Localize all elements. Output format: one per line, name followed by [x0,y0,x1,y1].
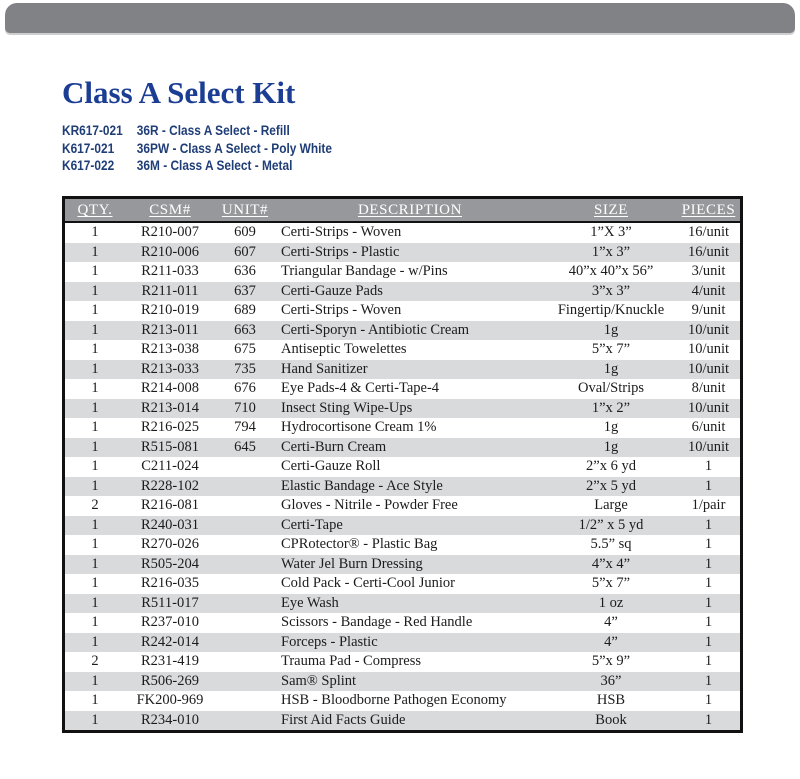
size-cell: Fingertip/Knuckle [557,302,665,318]
table-row [64,613,742,633]
table-row [64,711,742,732]
table-row [64,222,742,243]
pieces-cell: 1 [704,653,713,669]
description-cell: Eye Wash [281,594,339,611]
csm-cell: R213-011 [141,321,199,338]
pieces-cell: 1 [704,575,713,591]
csm-header: CSM# [125,198,215,223]
table-row [64,594,742,614]
pieces-cell: 1 [704,711,713,728]
description-cell: Certi-Sporyn - Antibiotic Cream [281,321,470,338]
product-code: K617-022 [62,158,115,173]
csm-cell: R240-031 [141,516,199,533]
pieces-cell: 8/unit [691,380,726,396]
size-cell: 5”x 9” [591,653,631,669]
size-cell: Oval/Strips [577,380,645,396]
pieces-cell: 1 [704,692,713,708]
description-cell: Certi-Gauze Pads [281,282,383,299]
size-cell: 36” [600,672,622,689]
qty-header: QTY. [64,198,126,223]
unit-cell [215,633,275,653]
csm-cell: R211-011 [141,282,199,299]
csm-cell: R210-007 [141,224,199,240]
qty-cell: 1 [91,555,99,572]
description-cell: Sam® Splint [281,672,357,689]
unit-cell: 609 [234,224,256,240]
table-body [64,222,742,732]
kit-contents-table [62,196,743,733]
csm-cell: R213-014 [141,399,199,416]
csm-cell: R511-017 [141,594,199,611]
description-cell: Hand Sanitizer [281,360,368,377]
top-bar [5,3,795,33]
csm-cell: R231-419 [141,653,199,669]
size-cell: 1g [603,321,619,338]
unit-cell: 663 [234,321,256,338]
description-cell: Certi-Burn Cream [281,438,387,455]
table-row [64,399,742,419]
table-row [64,301,742,321]
unit-cell [215,535,275,555]
description-cell: Certi-Gauze Roll [281,458,381,474]
qty-cell: 1 [91,302,99,318]
description-cell: CPRotector® - Plastic Bag [281,536,438,552]
table-row [64,633,742,653]
size-cell: 1 oz [598,594,624,611]
unit-cell [215,477,275,497]
csm-cell: R216-025 [141,419,199,435]
size-cell: 1/2” x 5 yd [578,516,644,533]
table-row [64,262,742,282]
description-cell: Elastic Bandage - Ace Style [281,477,443,494]
qty-cell: 1 [91,692,99,708]
unit-cell [215,457,275,477]
description-cell: Insect Sting Wipe-Ups [281,399,413,416]
product-code: KR617-021 [62,123,123,138]
qty-cell: 1 [91,575,99,591]
pieces-cell: 3/unit [691,263,726,279]
qty-cell: 1 [91,399,99,416]
table-row [64,243,742,263]
pieces-cell: 10/unit [687,360,730,377]
product-code-row [62,122,332,140]
qty-cell: 1 [91,458,99,474]
csm-cell: C211-024 [141,458,199,474]
table-row [64,516,742,536]
size-cell: 1g [603,360,619,377]
size-cell: 4” [604,614,618,630]
table-header-row [64,198,742,223]
table-row [64,652,742,672]
qty-cell: 1 [91,594,99,611]
size-cell: 2”x 6 yd [586,458,636,474]
description-header: DESCRIPTION [275,198,545,223]
unit-cell [215,594,275,614]
table-row [64,672,742,692]
description-cell: Cold Pack - Certi-Cool Junior [281,575,455,591]
pieces-cell: 1 [704,516,713,533]
description-cell: Certi-Strips - Woven [281,302,402,318]
csm-cell: R234-010 [141,711,199,728]
pieces-cell: 1 [704,477,713,494]
unit-header: UNIT# [215,198,275,223]
pieces-cell: 1 [704,458,713,474]
size-cell: 1”x 3” [591,243,631,260]
size-cell: 4” [604,633,618,650]
table-row [64,282,742,302]
qty-cell: 1 [91,341,99,357]
pieces-cell: 10/unit [687,399,730,416]
unit-cell: 689 [234,302,256,318]
table-row [64,340,742,360]
product-code-row [62,140,332,158]
size-cell: Large [594,497,628,513]
csm-cell: R211-033 [141,263,199,279]
description-cell: Hydrocortisone Cream 1% [281,419,437,435]
table-row [64,360,742,380]
unit-cell: 676 [234,380,256,396]
table-row [64,321,742,341]
description-cell: Trauma Pad - Compress [281,653,422,669]
page-title: Class A Select Kit [62,75,296,110]
qty-cell: 1 [91,224,99,240]
table-row [64,535,742,555]
csm-cell: R213-038 [141,341,199,357]
pieces-cell: 10/unit [687,321,730,338]
csm-cell: R515-081 [141,438,199,455]
description-cell: Eye Pads-4 & Certi-Tape-4 [281,380,440,396]
qty-cell: 1 [91,536,99,552]
description-cell: Certi-Strips - Plastic [281,243,400,260]
size-cell: 5”x 7” [591,575,631,591]
csm-cell: R216-035 [141,575,199,591]
csm-cell: R228-102 [141,477,199,494]
table-row [64,496,742,516]
pieces-cell: 4/unit [691,282,726,299]
pieces-cell: 1/pair [691,497,726,513]
size-cell: 5”x 7” [591,341,631,357]
qty-cell: 1 [91,243,99,260]
size-cell: Book [595,711,627,728]
qty-cell: 1 [91,711,99,728]
qty-cell: 1 [91,438,99,455]
size-cell: 1”x 2” [591,399,631,416]
unit-cell [215,613,275,633]
size-cell: 1g [603,419,619,435]
csm-cell: R270-026 [141,536,199,552]
csm-cell: R213-033 [141,360,199,377]
table-row [64,477,742,497]
table-row [64,379,742,399]
pieces-cell: 6/unit [691,419,726,435]
pieces-cell: 16/unit [687,243,730,260]
table-row [64,438,742,458]
qty-cell: 1 [91,633,99,650]
csm-cell: R216-081 [141,497,199,513]
description-cell: Antiseptic Towelettes [281,341,407,357]
unit-cell: 675 [234,341,256,357]
unit-cell [215,672,275,692]
pieces-header: PIECES [677,198,742,223]
table-row [64,691,742,711]
unit-cell [215,496,275,516]
pieces-cell: 10/unit [687,438,730,455]
size-header: SIZE [545,198,677,223]
unit-cell [215,652,275,672]
unit-cell: 735 [234,360,256,377]
size-cell: 2”x 5 yd [586,477,636,494]
pieces-cell: 9/unit [691,302,726,318]
pieces-cell: 10/unit [687,341,730,357]
unit-cell: 794 [234,419,256,435]
qty-cell: 2 [91,497,99,513]
unit-cell: 607 [234,243,256,260]
product-code: K617-021 [62,140,115,156]
csm-cell: FK200-969 [136,692,204,708]
description-cell: Triangular Bandage - w/Pins [281,263,448,279]
csm-cell: R210-006 [141,243,199,260]
unit-cell: 636 [234,263,256,279]
qty-cell: 1 [91,263,99,279]
pieces-cell: 1 [704,633,713,650]
qty-cell: 1 [91,614,99,630]
size-cell: 1”X 3” [590,224,632,240]
size-cell: 40”x 40”x 56” [568,263,654,279]
product-code-name: 36M - Class A Select - Metal [136,158,293,173]
description-cell: Forceps - Plastic [281,633,378,650]
qty-cell: 1 [91,321,99,338]
size-cell: 4”x 4” [591,555,631,572]
pieces-cell: 1 [704,672,713,689]
qty-cell: 1 [91,672,99,689]
qty-cell: 1 [91,380,99,396]
table-row [64,574,742,594]
pieces-cell: 1 [704,536,713,552]
size-cell: 5.5” sq [590,536,632,552]
pieces-cell: 1 [704,594,713,611]
description-cell: Certi-Strips - Woven [281,224,402,240]
description-cell: Water Jel Burn Dressing [281,555,423,572]
table-row [64,555,742,575]
csm-cell: R237-010 [141,614,199,630]
table-row [64,418,742,438]
description-cell: HSB - Bloodborne Pathogen Economy [281,692,507,708]
product-code-name: 36R - Class A Select - Refill [136,123,290,138]
unit-cell [215,516,275,536]
qty-cell: 1 [91,360,99,377]
qty-cell: 1 [91,419,99,435]
qty-cell: 1 [91,282,99,299]
size-cell: 3”x 3” [591,282,631,299]
description-cell: Scissors - Bandage - Red Handle [281,614,473,630]
description-cell: Gloves - Nitrile - Powder Free [281,497,458,513]
csm-cell: R242-014 [141,633,199,650]
csm-cell: R210-019 [141,302,199,318]
unit-cell [215,555,275,575]
unit-cell [215,574,275,594]
qty-cell: 2 [91,653,99,669]
description-cell: Certi-Tape [281,516,343,533]
qty-cell: 1 [91,477,99,494]
product-code-name: 36PW - Class A Select - Poly White [136,140,332,156]
unit-cell [215,691,275,711]
product-codes [62,122,369,175]
unit-cell: 710 [234,399,256,416]
pieces-cell: 1 [704,614,713,630]
qty-cell: 1 [91,516,99,533]
size-cell: HSB [596,692,626,708]
pieces-cell: 16/unit [687,224,730,240]
description-cell: First Aid Facts Guide [281,711,406,728]
unit-cell: 637 [234,282,256,299]
csm-cell: R505-204 [141,555,199,572]
pieces-cell: 1 [704,555,713,572]
table-row [64,457,742,477]
table-header [64,198,742,223]
csm-cell: R214-008 [141,380,199,396]
csm-cell: R506-269 [141,672,199,689]
size-cell: 1g [603,438,619,455]
unit-cell: 645 [234,438,256,455]
unit-cell [215,711,275,732]
product-code-row [62,157,332,175]
